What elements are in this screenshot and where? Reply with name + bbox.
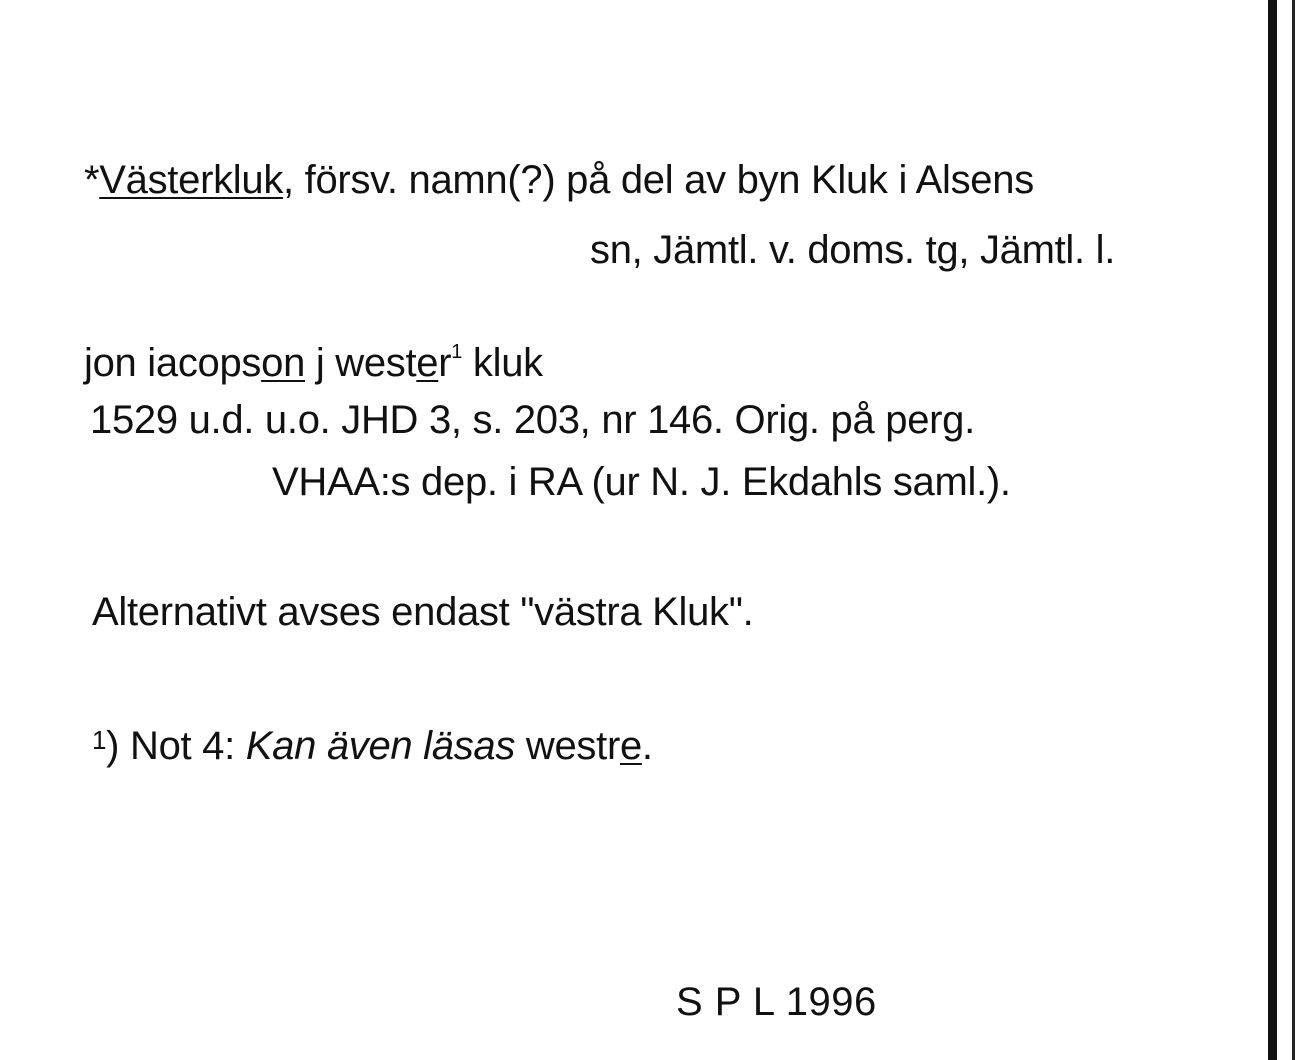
footnote-reference: 1 [451,341,463,363]
source-line-1: 1529 u.d. u.o. JHD 3, s. 203, nr 146. Orig. på perg. [90,398,975,442]
definition: , försv. namn(?) på del av byn Kluk i Alsens [283,158,1034,202]
source-line-2: VHAA:s dep. i RA (ur N. J. Ekdahls saml.). [272,460,1011,504]
attestation-part4: kluk [462,341,543,385]
attestation-part1: jon iacops [84,341,262,385]
attestation-line [84,342,543,383]
card-edge-line [1268,0,1277,1060]
footnote-line [92,726,653,766]
card-edge-line-thin [1292,0,1295,1060]
footnote-word-underlined: e [619,724,642,768]
footnote-word-start: westr [515,724,620,768]
comment-line: Alternativt avses endast "västra Kluk". [92,590,754,634]
asterisk: * [84,158,100,202]
signature: S P L 1996 [676,980,877,1024]
headword: Västerkluk [99,158,284,202]
footnote-word-end: . [641,724,653,768]
heading-line [84,160,1034,200]
footnote-italic: Kan även läsas [245,724,516,768]
heading-continuation: sn, Jämtl. v. doms. tg, Jämtl. l. [590,228,1116,272]
footnote-prefix: ) Not 4: [106,724,246,768]
attestation-part2: j west [305,341,417,385]
footnote-mark: 1 [92,725,107,755]
attestation-part3: r [438,341,452,385]
attestation-part2-underlined: e [416,341,439,385]
attestation-part1-underlined: on [261,341,306,385]
